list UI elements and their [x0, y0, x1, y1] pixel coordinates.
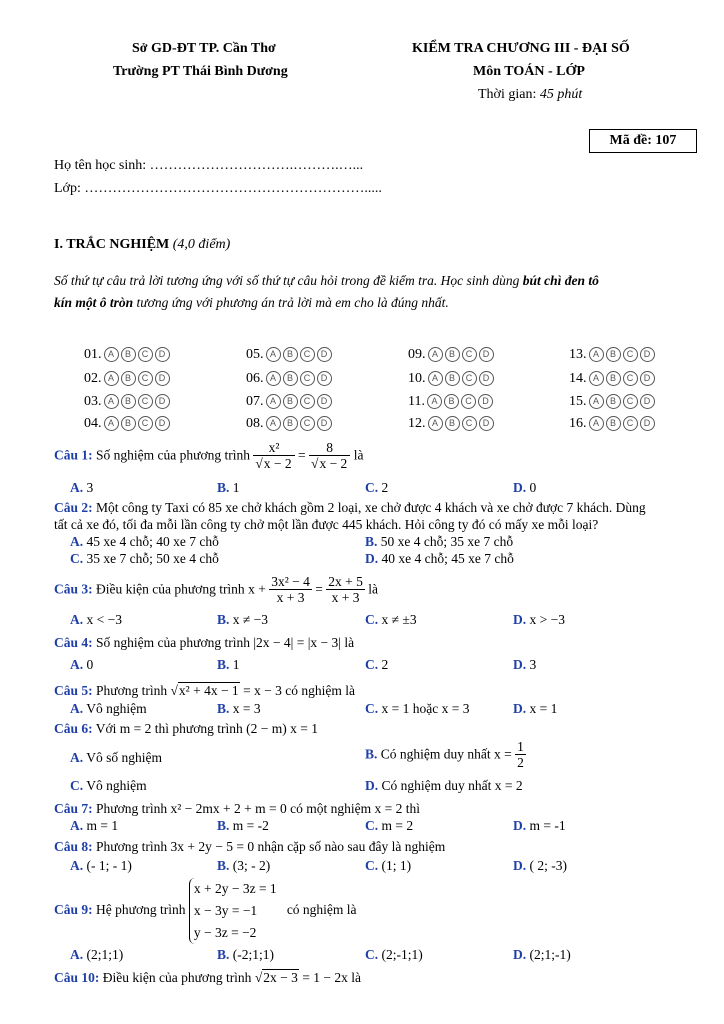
answer-number: 02. — [84, 371, 102, 386]
q2-option-a: A. 45 xe 4 chỗ; 40 xe 7 chỗ — [70, 534, 219, 549]
q4-option-a: A. 0 — [70, 657, 94, 672]
answer-number: 10. — [408, 371, 426, 386]
answer-item — [246, 347, 332, 363]
student-name-line: Họ tên học sinh: ………………………….……….…... — [54, 158, 364, 173]
q2-option-b: B. 50 xe 4 chỗ; 35 xe 7 chỗ — [365, 534, 514, 549]
answer-item — [569, 371, 655, 387]
q3-fraction-left: $\frac{\text{3x² − 4}}{x + 3}$ — [271, 574, 310, 605]
q6-option-d: D. Có nghiệm duy nhất x = 2 — [365, 778, 523, 793]
answer-bubble-a[interactable]: A — [104, 347, 119, 362]
answer-item — [84, 394, 170, 410]
question-2-cont: tất cả xe đó, tối đa mỗi lần công ty chở một lần được 445 khách. Hỏi công ty đó có mấy xe mỗi loại? — [54, 517, 599, 532]
answer-bubble-d[interactable]: D — [640, 371, 655, 386]
answer-bubble-c[interactable]: C — [623, 347, 638, 362]
question-2: Câu 2: Một công ty Taxi có 85 xe chở khách gồm 2 loại, xe chở được 4 khách và xe chở được 7 khách. Dùng — [54, 500, 646, 515]
answer-bubble-b[interactable]: B — [445, 347, 460, 362]
question-7: Câu 7: Phương trình x² − 2mx + 2 + m = 0 có một nghiệm x = 2 thì — [54, 801, 420, 816]
answer-bubble-b[interactable]: B — [606, 416, 621, 431]
answer-number: 01. — [84, 347, 102, 362]
answer-bubble-a[interactable]: A — [589, 416, 604, 431]
answer-bubble-d[interactable]: D — [317, 416, 332, 431]
answer-bubble-c[interactable]: C — [462, 416, 477, 431]
q1-fraction-left: $\frac{\text{x²}}{√x - 2}$ — [253, 441, 294, 472]
answer-item — [408, 347, 494, 363]
question-9: Câu 9: Hệ phương trình x + 2y − 3z = 1 x − 3y = −1 y − 3z = −2 có nghiệm là — [54, 878, 357, 944]
answer-bubble-d[interactable]: D — [317, 347, 332, 362]
answer-number: 12. — [408, 416, 426, 431]
question-10: Câu 10: Điều kiện của phương trình √2x − 3 = 1 − 2x là — [54, 970, 361, 985]
answer-bubble-b[interactable]: B — [445, 371, 460, 386]
q1-option-d: D. 0 — [513, 480, 537, 495]
answer-bubble-b[interactable]: B — [606, 347, 621, 362]
q4-option-b: B. 1 — [217, 657, 240, 672]
q5-option-d: D. x = 1 — [513, 701, 558, 716]
answer-bubble-c[interactable]: C — [462, 371, 477, 386]
answer-bubble-b[interactable]: B — [444, 394, 459, 409]
answer-bubble-a[interactable]: A — [104, 416, 119, 431]
q8-option-c: C. (1; 1) — [365, 858, 412, 873]
exam-duration: Thời gian: 45 phút — [478, 87, 583, 102]
q8-option-d: D. ( 2; -3) — [513, 858, 567, 873]
q9-option-a: A. (2;1;1) — [70, 947, 124, 962]
answer-bubble-b[interactable]: B — [283, 394, 298, 409]
answer-bubble-a[interactable]: A — [428, 416, 443, 431]
q7-option-d: D. m = -1 — [513, 818, 566, 833]
answer-bubble-b[interactable]: B — [606, 371, 621, 386]
answer-number: 09. — [408, 347, 426, 362]
answer-bubble-c[interactable]: C — [138, 371, 153, 386]
answer-number: 07. — [246, 394, 264, 409]
answer-item — [569, 416, 655, 432]
q5-option-b: B. x = 3 — [217, 701, 261, 716]
answer-bubble-b[interactable]: B — [121, 371, 136, 386]
answer-bubble-a[interactable]: A — [427, 394, 442, 409]
answer-number: 03. — [84, 394, 102, 409]
answer-bubble-a[interactable]: A — [589, 394, 604, 409]
answer-bubble-c[interactable]: C — [623, 371, 638, 386]
answer-item — [246, 371, 332, 387]
q5-option-c: C. x = 1 hoặc x = 3 — [365, 701, 470, 716]
answer-bubble-d[interactable]: D — [640, 347, 655, 362]
answer-item — [84, 416, 170, 432]
answer-bubble-d[interactable]: D — [479, 371, 494, 386]
answer-item — [408, 394, 493, 410]
answer-bubble-b[interactable]: B — [283, 347, 298, 362]
q6-option-a: A. Vô số nghiệm — [70, 750, 163, 765]
section-title: I. TRẮC NGHIỆM (4,0 điểm) — [54, 237, 231, 252]
answer-bubble-d[interactable]: D — [478, 394, 493, 409]
answer-item — [569, 347, 655, 363]
q3-option-b: B. x ≠ −3 — [217, 612, 269, 627]
q8-option-b: B. (3; - 2) — [217, 858, 271, 873]
q9-equation-system: x + 2y − 3z = 1 x − 3y = −1 y − 3z = −2 — [189, 878, 277, 944]
answer-number: 13. — [569, 347, 587, 362]
answer-item — [84, 347, 170, 363]
answer-item — [84, 371, 170, 387]
answer-bubble-a[interactable]: A — [589, 347, 604, 362]
q1-option-c: C. 2 — [365, 480, 389, 495]
answer-bubble-d[interactable]: D — [155, 416, 170, 431]
instructions: Số thứ tự câu trả lời tương ứng với số thứ tự câu hỏi trong đề kiểm tra. Học sinh dùng bút chì đen tô kín một ô tròn tương ứng với phương án trả lời mà em cho là đúng nhất. — [54, 273, 599, 310]
school-name: Trường PT Thái Bình Dương — [113, 64, 288, 79]
answer-bubble-c[interactable]: C — [623, 416, 638, 431]
q1-option-a: A. 3 — [70, 480, 94, 495]
q9-option-c: C. (2;-1;1) — [365, 947, 423, 962]
q7-option-a: A. m = 1 — [70, 818, 119, 833]
answer-bubble-d[interactable]: D — [317, 371, 332, 386]
answer-bubble-a[interactable]: A — [428, 371, 443, 386]
answer-bubble-c[interactable]: C — [138, 347, 153, 362]
answer-item — [569, 394, 655, 410]
q2-option-d: D. 40 xe 4 chỗ; 45 xe 7 chỗ — [365, 551, 514, 566]
answer-number: 05. — [246, 347, 264, 362]
answer-bubble-a[interactable]: A — [589, 371, 604, 386]
q6-option-c: C. Vô nghiệm — [70, 778, 147, 793]
answer-bubble-b[interactable]: B — [121, 416, 136, 431]
answer-bubble-b[interactable]: B — [606, 394, 621, 409]
answer-bubble-c[interactable]: C — [138, 416, 153, 431]
answer-bubble-c[interactable]: C — [300, 347, 315, 362]
exam-title: KIỂM TRA CHƯƠNG III - ĐẠI SỐ — [412, 41, 630, 56]
answer-number: 04. — [84, 416, 102, 431]
q9-option-b: B. (-2;1;1) — [217, 947, 275, 962]
question-5: Câu 5: Phương trình √x² + 4x − 1 = x − 3 có nghiệm là — [54, 683, 356, 698]
answer-bubble-d[interactable]: D — [479, 347, 494, 362]
answer-bubble-a[interactable]: A — [104, 394, 119, 409]
answer-number: 14. — [569, 371, 587, 386]
answer-number: 16. — [569, 416, 587, 431]
answer-bubble-a[interactable]: A — [266, 371, 281, 386]
q3-option-d: D. x > −3 — [513, 612, 565, 627]
q4-option-c: C. 2 — [365, 657, 389, 672]
answer-bubble-d[interactable]: D — [479, 416, 494, 431]
answer-bubble-c[interactable]: C — [462, 347, 477, 362]
answer-bubble-d[interactable]: D — [155, 371, 170, 386]
answer-bubble-a[interactable]: A — [428, 347, 443, 362]
q2-option-c: C. 35 xe 7 chỗ; 50 xe 4 chỗ — [70, 551, 219, 566]
answer-item — [246, 416, 332, 432]
q3-fraction-right: $\frac{2x + 5}{x + 3}$ — [328, 574, 363, 605]
answer-number: 15. — [569, 394, 587, 409]
answer-bubble-b[interactable]: B — [445, 416, 460, 431]
answer-bubble-c[interactable]: C — [300, 394, 315, 409]
answer-number: 11. — [408, 394, 425, 409]
answer-bubble-c[interactable]: C — [300, 371, 315, 386]
answer-bubble-d[interactable]: D — [155, 347, 170, 362]
q7-option-c: C. m = 2 — [365, 818, 414, 833]
question-8: Câu 8: Phương trình 3x + 2y − 5 = 0 nhận cặp số nào sau đây là nghiệm — [54, 839, 446, 854]
answer-number: 06. — [246, 371, 264, 386]
q5-option-a: A. Vô nghiệm — [70, 701, 147, 716]
q9-option-d: D. (2;1;-1) — [513, 947, 571, 962]
question-6: Câu 6: Với m = 2 thì phương trình (2 − m) x = 1 — [54, 721, 318, 736]
answer-bubble-b[interactable]: B — [283, 416, 298, 431]
answer-item — [246, 394, 332, 410]
q4-option-d: D. 3 — [513, 657, 537, 672]
q6-fraction: $\frac{1}{2}$ — [517, 739, 524, 770]
answer-bubble-a[interactable]: A — [104, 371, 119, 386]
class-line: Lớp: ……………………………………………………..... — [54, 181, 382, 196]
answer-number: 08. — [246, 416, 264, 431]
answer-bubble-a[interactable]: A — [266, 416, 281, 431]
answer-bubble-d[interactable]: D — [640, 416, 655, 431]
q1-fraction-right: $\frac{8}{√x - 2}$ — [309, 441, 350, 472]
answer-item — [408, 416, 494, 432]
answer-bubble-b[interactable]: B — [121, 394, 136, 409]
answer-bubble-b[interactable]: B — [283, 371, 298, 386]
question-3: Câu 3: Điều kiện của phương trình x + $\frac{\text{3x² − 4}}{x + 3}$ = $\frac{2x + 5}{x + 3}$ là — [54, 574, 378, 605]
answer-item — [408, 371, 494, 387]
answer-bubble-c[interactable]: C — [138, 394, 153, 409]
question-1: Câu 1: Số nghiệm của phương trình $\frac{\text{x²}}{√x - 2}$ = $\frac{8}{√x - 2}$ là — [54, 440, 364, 471]
answer-bubble-a[interactable]: A — [266, 347, 281, 362]
q1-option-b: B. 1 — [217, 480, 240, 495]
question-4: Câu 4: Số nghiệm của phương trình |2x − 4| = |x − 3| là — [54, 635, 355, 650]
q8-option-a: A. (- 1; - 1) — [70, 858, 132, 873]
answer-bubble-a[interactable]: A — [266, 394, 281, 409]
exam-subject: Môn TOÁN - LỚP — [473, 64, 585, 79]
answer-bubble-b[interactable]: B — [121, 347, 136, 362]
answer-bubble-c[interactable]: C — [623, 394, 638, 409]
answer-bubble-d[interactable]: D — [155, 394, 170, 409]
school-department: Sở GD-ĐT TP. Cần Thơ — [132, 41, 276, 56]
answer-bubble-d[interactable]: D — [317, 394, 332, 409]
q6-option-b: B. Có nghiệm duy nhất x = $\frac{1}{2}$ — [365, 739, 524, 770]
answer-bubble-c[interactable]: C — [300, 416, 315, 431]
answer-bubble-c[interactable]: C — [461, 394, 476, 409]
exam-code-box: Mã đề: 107 — [589, 129, 697, 153]
q3-option-c: C. x ≠ ±3 — [365, 612, 417, 627]
q3-option-a: A. x < −3 — [70, 612, 122, 627]
q7-option-b: B. m = -2 — [217, 818, 269, 833]
answer-bubble-d[interactable]: D — [640, 394, 655, 409]
